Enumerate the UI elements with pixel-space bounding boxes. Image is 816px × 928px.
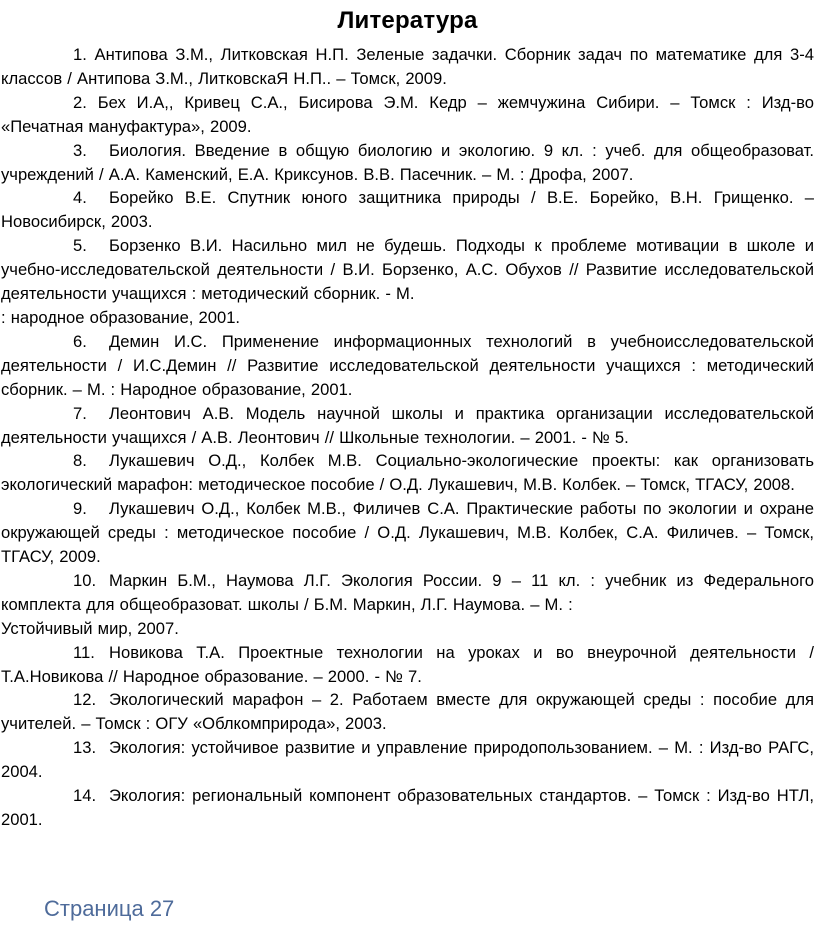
reference-item xyxy=(1,641,814,689)
reference-text: Антипова З.М., Литковская Н.П. Зеленые задачки. Сборник задач по математике для 3-4 классов / Антипова З.М., ЛитковскаЯ Н.П.. – Томск, 2009. xyxy=(1,45,814,88)
reference-number: 13. xyxy=(73,738,97,758)
page-number-footer: Страница 27 xyxy=(44,896,175,921)
reference-number: 4. xyxy=(73,188,87,208)
reference-text: Лукашевич О.Д., Колбек М.В., Филичев С.А. Практические работы по экологии и охране окружающей среды : методическое пособие / О.Д. Лукашевич, М.В. Колбек, С.А. Филичев. – Томск, ТГАСУ, 2009. xyxy=(1,499,814,567)
reference-list xyxy=(1,43,814,832)
reference-number: 14. xyxy=(73,786,97,806)
reference-text: Лукашевич О.Д., Колбек М.В. Социально-экологические проекты: как организовать экологический марафон: методическое пособие / О.Д. Лукашевич, М.В. Колбек. – Томск, ТГАСУ, 2008. xyxy=(1,451,814,495)
reference-number: 6. xyxy=(73,331,87,351)
reference-text: Новикова Т.А. Проектные технологии на уроках и во внеурочной деятельности / Т.А.Новикова // Народное образование. – 2000. - № 7. xyxy=(1,642,814,686)
reference-item xyxy=(1,736,814,784)
page-title: Литература xyxy=(337,7,478,34)
reference-number: 3. xyxy=(73,140,87,160)
reference-number: 9. xyxy=(73,499,87,519)
reference-text: Биология. Введение в общую биологию и экологию. 9 кл. : учеб. для общеобразоват. учреждений / А.А. Каменский, Е.А. Криксунов. В.В. Пасечник. – М. : Дрофа, 2007. xyxy=(1,140,814,184)
reference-item xyxy=(1,688,814,736)
reference-text: Экология: региональный компонент образовательных стандартов. – Томск : Изд-во НТЛ, 2001. xyxy=(1,786,814,829)
reference-item xyxy=(1,569,814,617)
reference-number: 5. xyxy=(73,236,87,256)
reference-continuation: Устойчивый мир, 2007. xyxy=(1,618,179,638)
reference-continuation: : народное образование, 2001. xyxy=(1,307,241,327)
reference-item xyxy=(1,139,814,187)
reference-text: Борзенко В.И. Насильно мил не будешь. Подходы к проблеме мотивации в школе и учебно-исследовательской деятельности / В.И. Борзенко, А.С. Обухов // Развитие исследовательской деятельности учащихся : методический сборник. - М. xyxy=(1,236,814,304)
reference-number: 8. xyxy=(73,451,87,471)
reference-text: Маркин Б.М., Наумова Л.Г. Экология России. 9 – 11 кл. : учебник из Федерального комплекта для общеобразоват. школы / Б.М. Маркин, Л.Г. Наумова. – М. : xyxy=(1,570,814,614)
reference-text: Бех И.А,, Кривец С.А., Бисирова Э.М. Кедр – жемчужина Сибири. – Томск : Изд-во «Печатная мануфактура», 2009. xyxy=(1,92,814,136)
reference-item xyxy=(1,186,814,234)
reference-number: 10. xyxy=(73,570,97,590)
reference-item xyxy=(1,402,814,450)
reference-item xyxy=(1,330,814,402)
reference-item xyxy=(1,449,814,497)
reference-item xyxy=(1,43,814,91)
reference-number: 7. xyxy=(73,403,87,423)
reference-text: Экология: устойчивое развитие и управление природопользованием. – М. : Изд-во РАГС, 2004. xyxy=(1,738,814,782)
reference-item xyxy=(1,234,814,306)
reference-text: Демин И.С. Применение информационных технологий в учебноисследовательской деятельности / И.С.Демин // Развитие исследовательской деятельности учащихся : методический сборник. – М. : Народное образование, 2001. xyxy=(1,331,814,399)
reference-item xyxy=(1,91,814,139)
reference-number: 11. xyxy=(73,642,95,662)
reference-item xyxy=(1,784,814,832)
reference-number: 12. xyxy=(73,690,97,710)
reference-item xyxy=(1,497,814,569)
reference-number: 1. xyxy=(73,45,87,64)
reference-text: Леонтович А.В. Модель научной школы и практика организации исследовательской деятельности учащихся / А.В. Леонтович // Школьные технологии. – 2001. - № 5. xyxy=(1,403,814,447)
reference-number: 2. xyxy=(73,92,87,112)
reference-text: Экологический марафон – 2. Работаем вместе для окружающей среды : пособие для учителей. – Томск : ОГУ «Облкомприрода», 2003. xyxy=(1,690,814,734)
reference-text: Борейко В.Е. Спутник юного защитника природы / В.Е. Борейко, В.Н. Грищенко. – Новосибирск, 2003. xyxy=(1,188,814,232)
